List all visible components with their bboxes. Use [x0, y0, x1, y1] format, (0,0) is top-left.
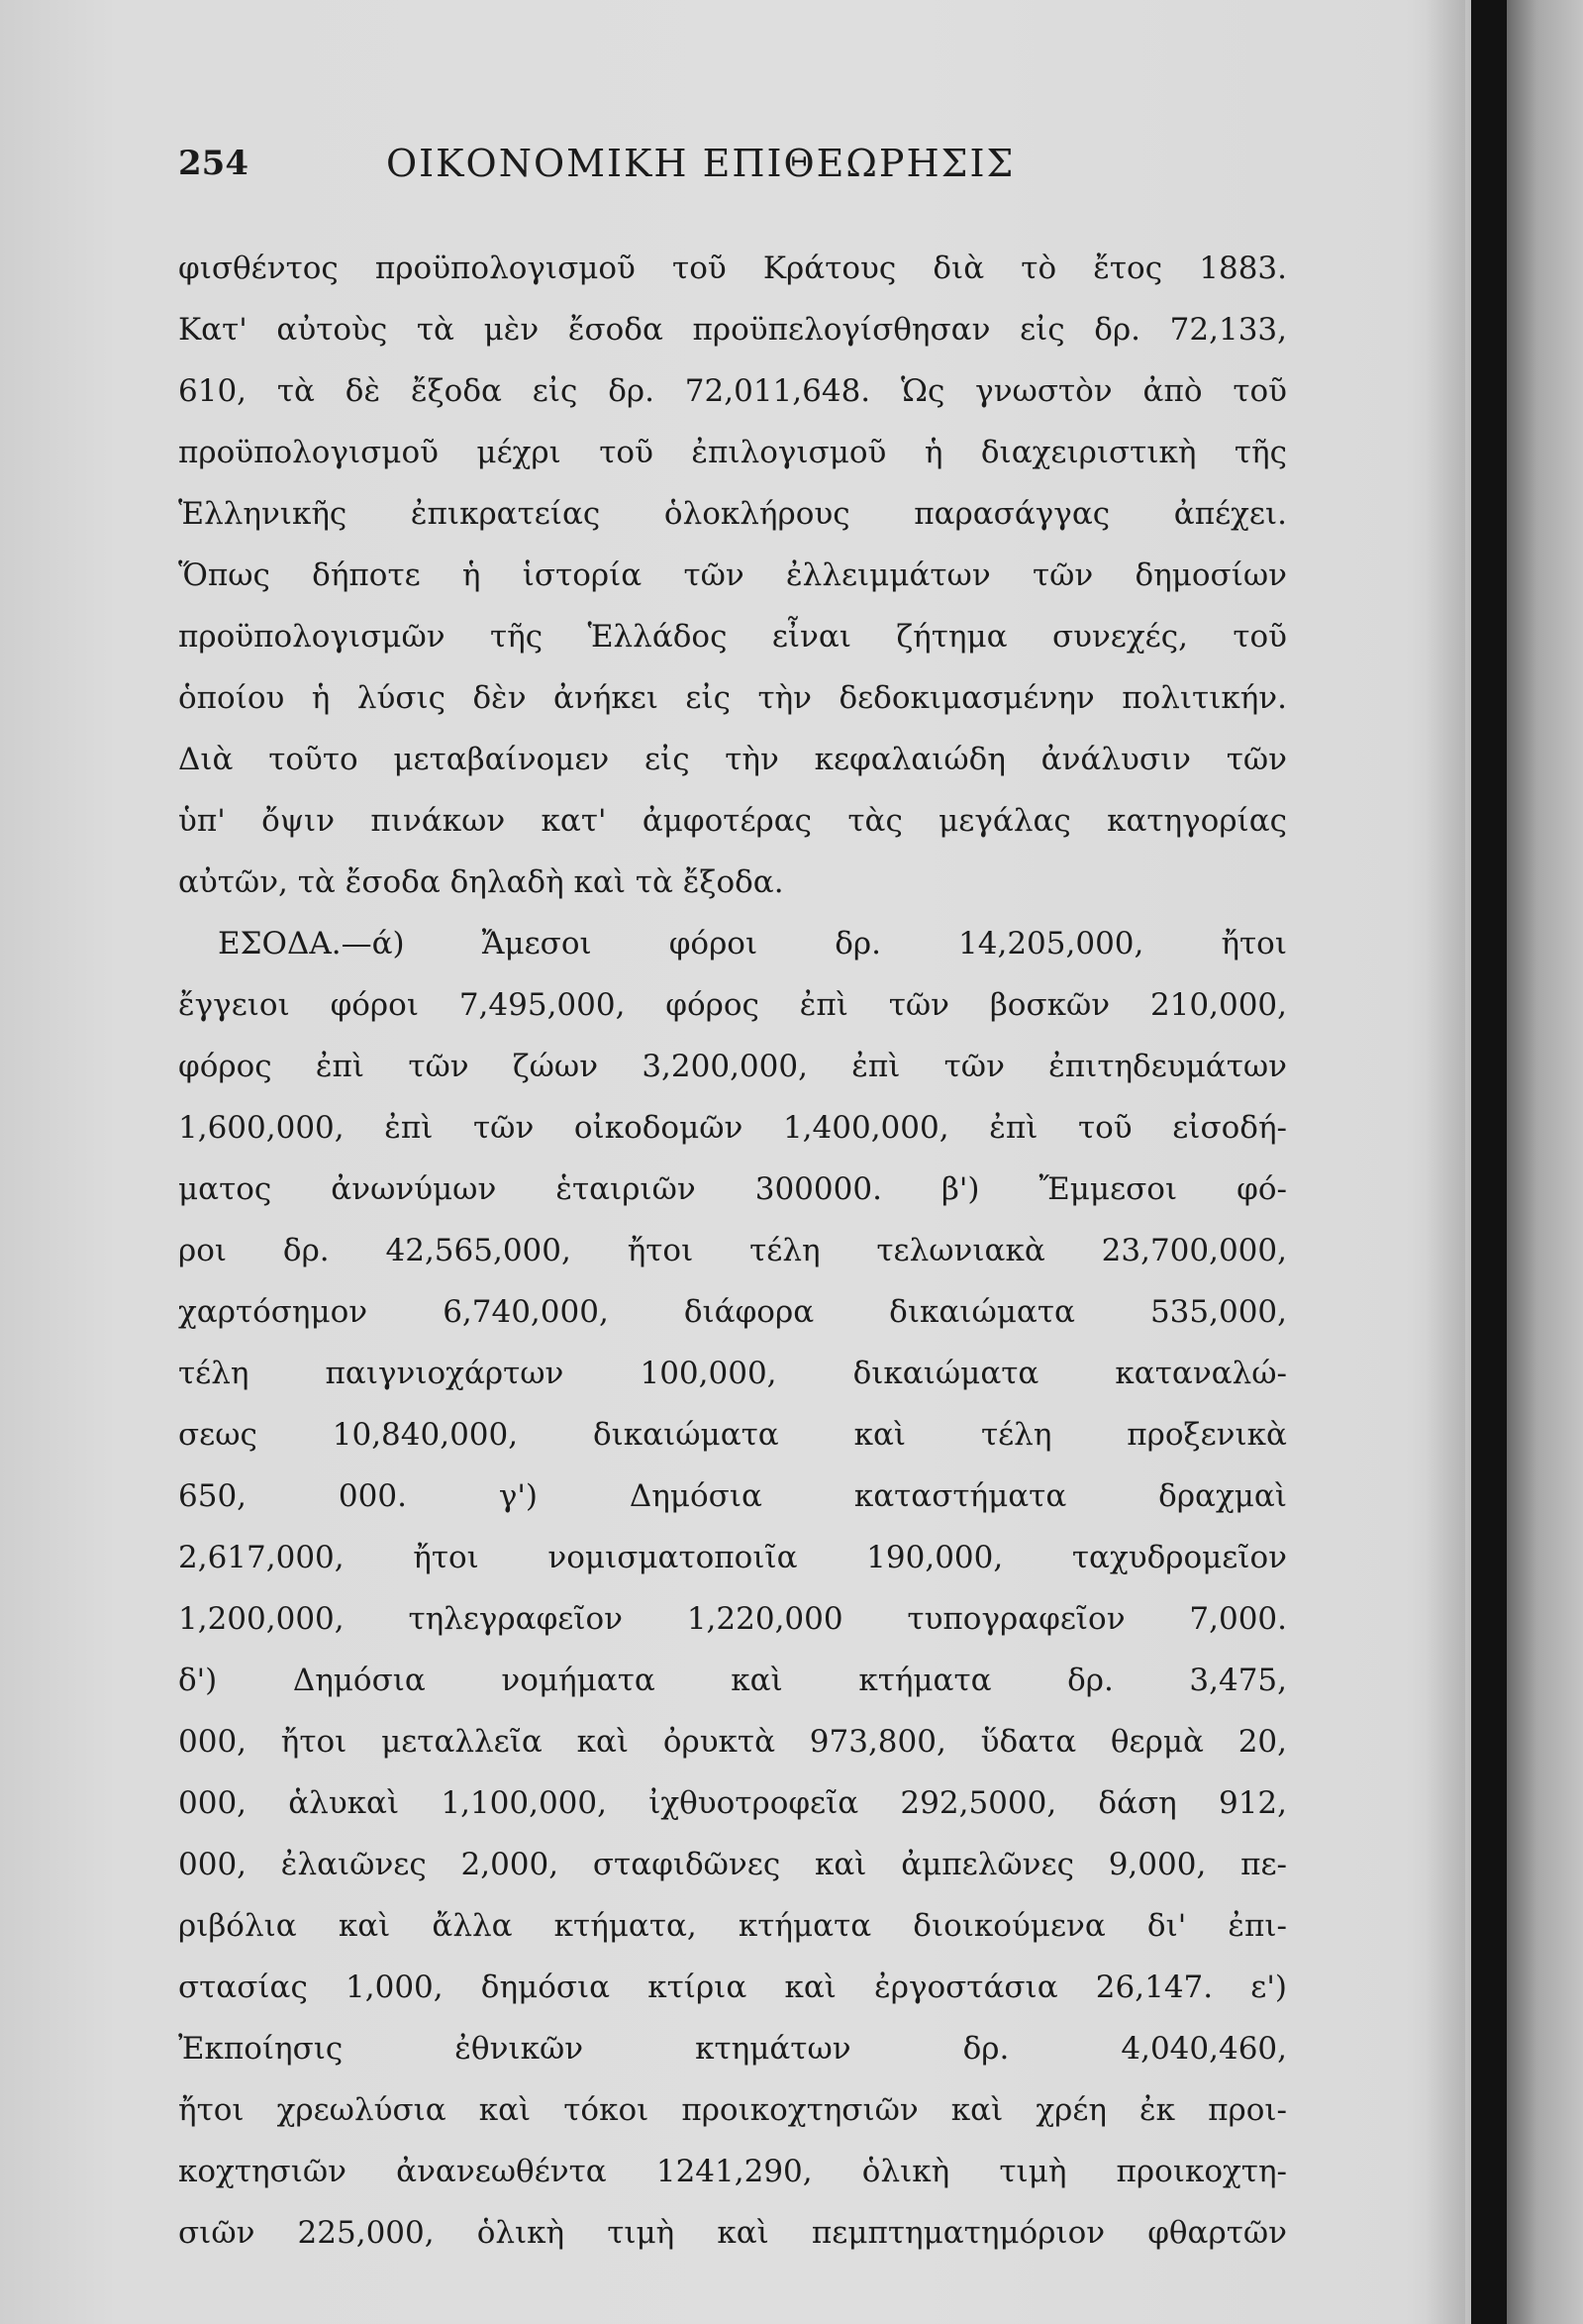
text-line: τέλη παιγνιοχάρτων 100,000, δικαιώματα καταναλώ-: [178, 1356, 1287, 1391]
text-line: Ὅπως δήποτε ἡ ἱστορία τῶν ἐλλειμμάτων τῶν δημοσίων: [178, 557, 1287, 593]
page-header: [178, 139, 1307, 188]
page-number: 254: [178, 144, 248, 183]
text-line: σεως 10,840,000, δικαιώματα καὶ τέλη προξενικὰ: [178, 1417, 1287, 1453]
text-line: Ἑλληνικῆς ἐπικρατείας ὁλοκλήρους παρασάγγας ἀπέχει.: [178, 496, 1287, 532]
text-line: ὁποίου ἡ λύσις δὲν ἀνήκει εἰς τὴν δεδοκιμασμένην πολιτικήν.: [178, 680, 1287, 716]
text-line: κοχτησιῶν ἀνανεωθέντα 1241,290, ὁλικὴ τιμὴ προικοχτη-: [178, 2154, 1287, 2189]
text-line: Διὰ τοῦτο μεταβαίνομεν εἰς τὴν κεφαλαιώδη ἀνάλυσιν τῶν: [178, 742, 1287, 777]
text-line: αὐτῶν, τὰ ἔσοδα δηλαδὴ καὶ τὰ ἔξοδα.: [178, 864, 784, 900]
text-line: 000, ἐλαιῶνες 2,000, σταφιδῶνες καὶ ἀμπελῶνες 9,000, πε-: [178, 1847, 1287, 1882]
text-line: Ἐκποίησις ἐθνικῶν κτημάτων δρ. 4,040,460,: [178, 2031, 1287, 2067]
text-line: σιῶν 225,000, ὁλικὴ τιμὴ καὶ πεμπτηματημόριον φθαρτῶν: [178, 2215, 1287, 2251]
text-line: στασίας 1,000, δημόσια κτίρια καὶ ἐργοστάσια 26,147. ε'): [178, 1970, 1287, 2005]
text-line: χαρτόσημον 6,740,000, διάφορα δικαιώματα 535,000,: [178, 1294, 1287, 1330]
text-line: Κατ' αὐτοὺς τὰ μὲν ἔσοδα προϋπελογίσθησαν εἰς δρ. 72,133,: [178, 312, 1287, 348]
facing-page-edge: [1507, 0, 1583, 2324]
body-text: [178, 238, 1287, 2264]
book-spine: [1471, 0, 1507, 2324]
running-title: ΟΙΚΟΝΟΜΙΚΗ ΕΠΙΘΕΩΡΗΣΙΣ: [386, 142, 1016, 185]
text-line: ματος ἀνωνύμων ἑταιριῶν 300000. β') Ἔμμεσοι φό-: [178, 1171, 1287, 1207]
text-line: 000, ἁλυκαὶ 1,100,000, ἰχθυοτροφεῖα 292,5000, δάση 912,: [178, 1785, 1287, 1821]
text-line: 1,200,000, τηλεγραφεῖον 1,220,000 τυπογραφεῖον 7,000.: [178, 1601, 1287, 1637]
text-line: 000, ἤτοι μεταλλεῖα καὶ ὀρυκτὰ 973,800, ὕδατα θερμὰ 20,: [178, 1724, 1287, 1760]
binding-shadow: [1426, 0, 1475, 2324]
text-line: ΕΣΟΔΑ.—ά) Ἄμεσοι φόροι δρ. 14,205,000, ἤτοι: [218, 926, 1287, 961]
text-line: ἤτοι χρεωλύσια καὶ τόκοι προικοχτησιῶν καὶ χρέη ἐκ προι-: [178, 2092, 1287, 2128]
text-line: 650, 000. γ') Δημόσια καταστήματα δραχμαὶ: [178, 1478, 1287, 1514]
text-line: ροι δρ. 42,565,000, ἤτοι τέλη τελωνιακὰ 23,700,000,: [178, 1233, 1287, 1268]
text-line: φόρος ἐπὶ τῶν ζώων 3,200,000, ἐπὶ τῶν ἐπιτηδευμάτων: [178, 1049, 1287, 1084]
text-line: ὑπ' ὄψιν πινάκων κατ' ἀμφοτέρας τὰς μεγάλας κατηγορίας: [178, 803, 1287, 839]
text-line: φισθέντος προϋπολογισμοῦ τοῦ Κράτους διὰ τὸ ἔτος 1883.: [178, 251, 1287, 286]
text-line: ριβόλια καὶ ἄλλα κτήματα, κτήματα διοικούμενα δι' ἐπι-: [178, 1908, 1287, 1944]
text-line: προϋπολογισμῶν τῆς Ἑλλάδος εἶναι ζήτημα συνεχές, τοῦ: [178, 619, 1287, 655]
text-line: 1,600,000, ἐπὶ τῶν οἰκοδομῶν 1,400,000, ἐπὶ τοῦ εἰσοδή-: [178, 1110, 1287, 1146]
text-line: 610, τὰ δὲ ἔξοδα εἰς δρ. 72,011,648. Ὡς γνωστὸν ἀπὸ τοῦ: [178, 373, 1287, 409]
text-line: προϋπολογισμοῦ μέχρι τοῦ ἐπιλογισμοῦ ἡ διαχειριστικὴ τῆς: [178, 435, 1287, 470]
text-line: 2,617,000, ἤτοι νομισματοποιῖα 190,000, ταχυδρομεῖον: [178, 1540, 1287, 1575]
text-line: δ') Δημόσια νομήματα καὶ κτήματα δρ. 3,475,: [178, 1663, 1287, 1698]
text-line: ἔγγειοι φόροι 7,495,000, φόρος ἐπὶ τῶν βοσκῶν 210,000,: [178, 987, 1287, 1023]
